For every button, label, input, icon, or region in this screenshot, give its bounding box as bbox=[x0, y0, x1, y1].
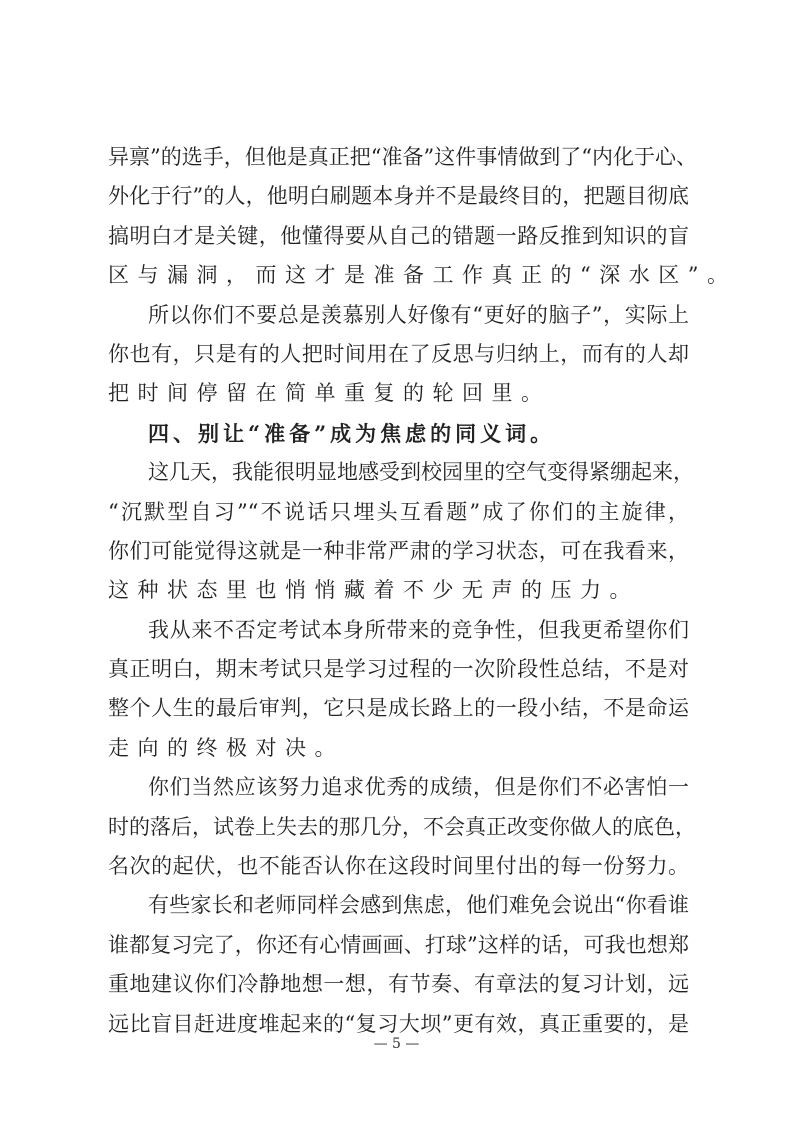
text-line: 异禀”的选手，但他是真正把“准备”这件事情做到了“内化于心、 bbox=[108, 145, 697, 169]
text-line: 整个人生的最后审判，它只是成长路上的一段小结，不是命运 bbox=[108, 696, 689, 721]
text-line: 区与漏洞，而这才是准备工作真正的“深水区”。 bbox=[108, 263, 737, 288]
page-number: — 5 — bbox=[373, 1036, 420, 1052]
text-line: 有些家长和老师同样会感到焦虑，他们难免会说出“你看谁 bbox=[148, 893, 689, 918]
text-line: 所以你们不要总是羡慕别人好像有“更好的脑子”，实际上 bbox=[148, 302, 689, 327]
text-line: 远比盲目赶进度堆起来的“复习大坝”更有效，真正重要的，是 bbox=[108, 1011, 689, 1036]
document-body bbox=[108, 138, 737, 1044]
text-line: 你们可能觉得这就是一种非常严肃的学习状态，可在我看来， bbox=[108, 538, 689, 563]
text-line: 你们当然应该努力追求优秀的成绩，但是你们不必害怕一 bbox=[148, 775, 689, 800]
text-line: 重地建议你们冷静地想一想，有节奏、有章法的复习计划，远 bbox=[108, 972, 689, 997]
text-line: 这种状态里也悄悄藏着不少无声的压力。 bbox=[108, 578, 639, 603]
text-line: 外化于行”的人，他明白刷题本身并不是最终目的，把题目彻底 bbox=[108, 184, 689, 209]
text-line: 你也有，只是有的人把时间用在了反思与归纳上，而有的人却 bbox=[108, 341, 689, 366]
text-line: 真正明白，期末考试只是学习过程的一次阶段性总结，不是对 bbox=[108, 657, 689, 682]
text-line: “沉默型自习”“不说话只埋头互看题”成了你们的主旋律， bbox=[108, 499, 689, 524]
text-line: 走向的终极对决。 bbox=[108, 735, 344, 760]
text-line: 我从来不否定考试本身所带来的竞争性，但我更希望你们 bbox=[148, 617, 689, 642]
text-line: 搞明白才是关键，他懂得要从自己的错题一路反推到知识的盲 bbox=[108, 223, 689, 248]
text-line: 这几天，我能很明显地感受到校园里的空气变得紧绷起来， bbox=[148, 460, 694, 485]
text-line: 时的落后，试卷上失去的那几分，不会真正改变你做人的底色， bbox=[108, 814, 696, 839]
text-line: 谁都复习完了，你还有心情画画、打球”这样的话，可我也想郑 bbox=[108, 932, 689, 957]
section-heading: 四、别让“准备”成为焦虑的同义词。 bbox=[148, 420, 556, 446]
text-line: 名次的起伏，也不能否认你在这段时间里付出的每一份努力。 bbox=[108, 854, 689, 879]
text-line: 把时间停留在简单重复的轮回里。 bbox=[108, 381, 551, 406]
